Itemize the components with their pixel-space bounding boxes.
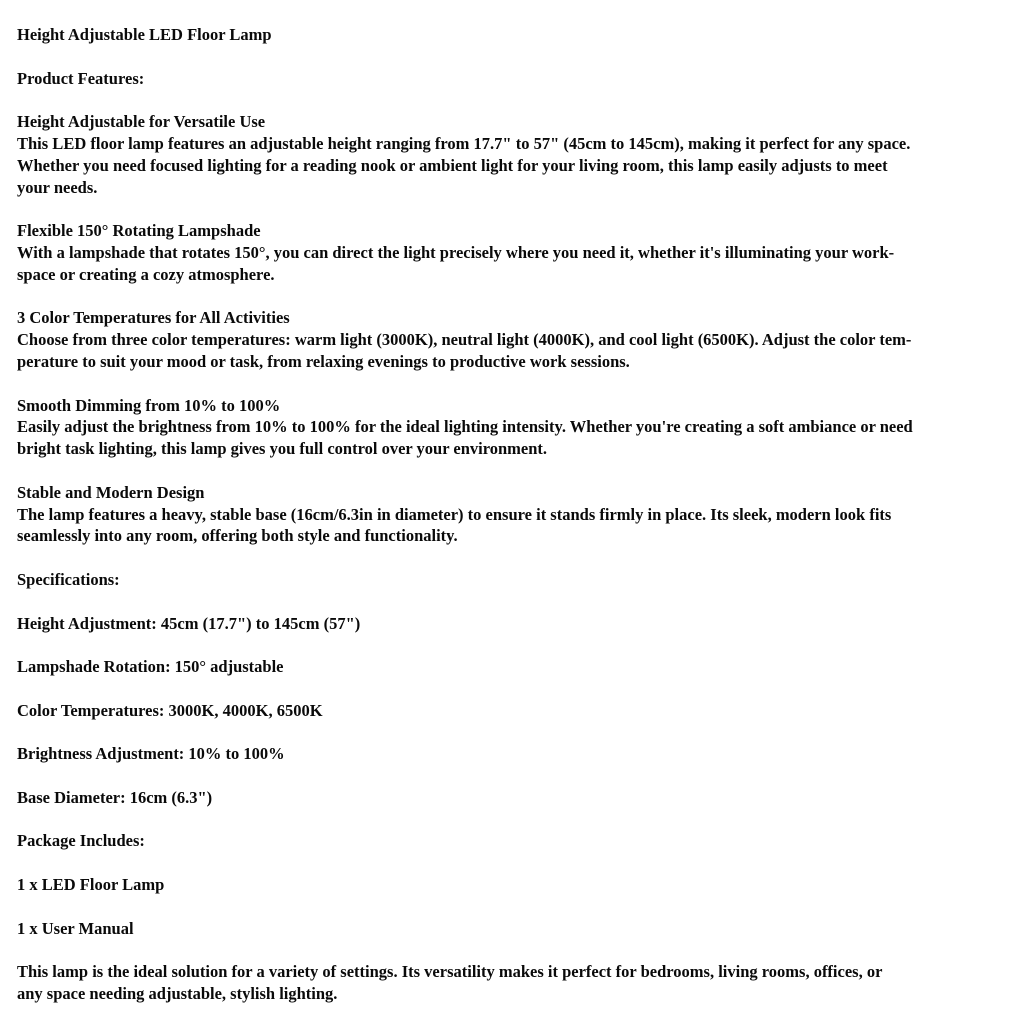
spec-brightness-adjustment-line: Brightness Adjustment: 10% to 100% bbox=[17, 744, 285, 764]
feature-color-temperatures bbox=[17, 307, 1010, 372]
feature-rotating-lampshade-line: space or creating a cozy atmosphere. bbox=[17, 264, 275, 284]
spec-color-temperatures-line: Color Temperatures: 3000K, 4000K, 6500K bbox=[17, 700, 323, 720]
closing-paragraph-line: This lamp is the ideal solution for a variety of settings. Its versatility makes it perfect for bedrooms, living rooms, offices, or bbox=[17, 962, 883, 982]
spec-height-adjustment bbox=[17, 613, 1010, 635]
product-title-line: Height Adjustable LED Floor Lamp bbox=[17, 25, 272, 44]
feature-rotating-lampshade bbox=[17, 220, 1010, 285]
feature-height-adjustable-line: Whether you need focused lighting for a reading nook or ambient light for your living room, this lamp easily adjusts to meet bbox=[17, 155, 888, 175]
spec-lampshade-rotation bbox=[17, 656, 1010, 678]
feature-height-adjustable-line: Height Adjustable for Versatile Use bbox=[17, 112, 266, 132]
closing-paragraph-line: any space needing adjustable, stylish lighting. bbox=[17, 984, 338, 1004]
package-item-manual-line: 1 x User Manual bbox=[17, 918, 134, 938]
package-item-lamp-line: 1 x LED Floor Lamp bbox=[17, 875, 165, 895]
feature-height-adjustable-line: your needs. bbox=[17, 177, 98, 197]
package-item-lamp bbox=[17, 874, 1010, 896]
closing-paragraph bbox=[17, 961, 1010, 1005]
feature-stable-design-line: Stable and Modern Design bbox=[17, 482, 205, 502]
feature-stable-design bbox=[17, 482, 1010, 547]
feature-stable-design-line: The lamp features a heavy, stable base (16cm/6.3in in diameter) to ensure it stands firmly in place. Its sleek, modern look fits bbox=[17, 504, 892, 524]
feature-smooth-dimming-line: bright task lighting, this lamp gives you full control over your environment. bbox=[17, 439, 548, 459]
package-item-manual bbox=[17, 918, 1010, 940]
spec-brightness-adjustment bbox=[17, 743, 1010, 765]
feature-color-temperatures-line: 3 Color Temperatures for All Activities bbox=[17, 308, 290, 328]
specifications-heading bbox=[17, 569, 1010, 591]
spec-lampshade-rotation-line: Lampshade Rotation: 150° adjustable bbox=[17, 657, 284, 677]
feature-rotating-lampshade-line: With a lampshade that rotates 150°, you can direct the light precisely where you need it, whether it's illuminating your work- bbox=[17, 242, 895, 262]
spec-color-temperatures bbox=[17, 700, 1010, 722]
feature-height-adjustable bbox=[17, 111, 1010, 198]
feature-color-temperatures-line: perature to suit your mood or task, from relaxing evenings to productive work sessions. bbox=[17, 351, 630, 371]
feature-color-temperatures-line: Choose from three color temperatures: warm light (3000K), neutral light (4000K), and cool light (6500K). Adjust the color tem- bbox=[17, 330, 912, 350]
spec-base-diameter-line: Base Diameter: 16cm (6.3") bbox=[17, 787, 213, 807]
spec-height-adjustment-line: Height Adjustment: 45cm (17.7") to 145cm (57") bbox=[17, 613, 361, 633]
feature-smooth-dimming bbox=[17, 395, 1010, 460]
feature-height-adjustable-line: This LED floor lamp features an adjustable height ranging from 17.7" to 57" (45cm to 145cm), making it perfect for any space. bbox=[17, 133, 911, 153]
feature-stable-design-line: seamlessly into any room, offering both style and functionality. bbox=[17, 526, 458, 546]
feature-smooth-dimming-line: Smooth Dimming from 10% to 100% bbox=[17, 395, 281, 415]
feature-rotating-lampshade-line: Flexible 150° Rotating Lampshade bbox=[17, 221, 261, 241]
feature-smooth-dimming-line: Easily adjust the brightness from 10% to 100% for the ideal lighting intensity. Whether you're creating a soft ambiance or need bbox=[17, 417, 913, 437]
specifications-heading-line: Specifications: bbox=[17, 569, 120, 589]
product-features-heading bbox=[17, 68, 1010, 90]
package-includes-heading bbox=[17, 830, 1010, 852]
product-features-heading-line: Product Features: bbox=[17, 68, 145, 88]
package-includes-heading-line: Package Includes: bbox=[17, 831, 145, 851]
product-title bbox=[17, 24, 1010, 46]
spec-base-diameter bbox=[17, 787, 1010, 809]
